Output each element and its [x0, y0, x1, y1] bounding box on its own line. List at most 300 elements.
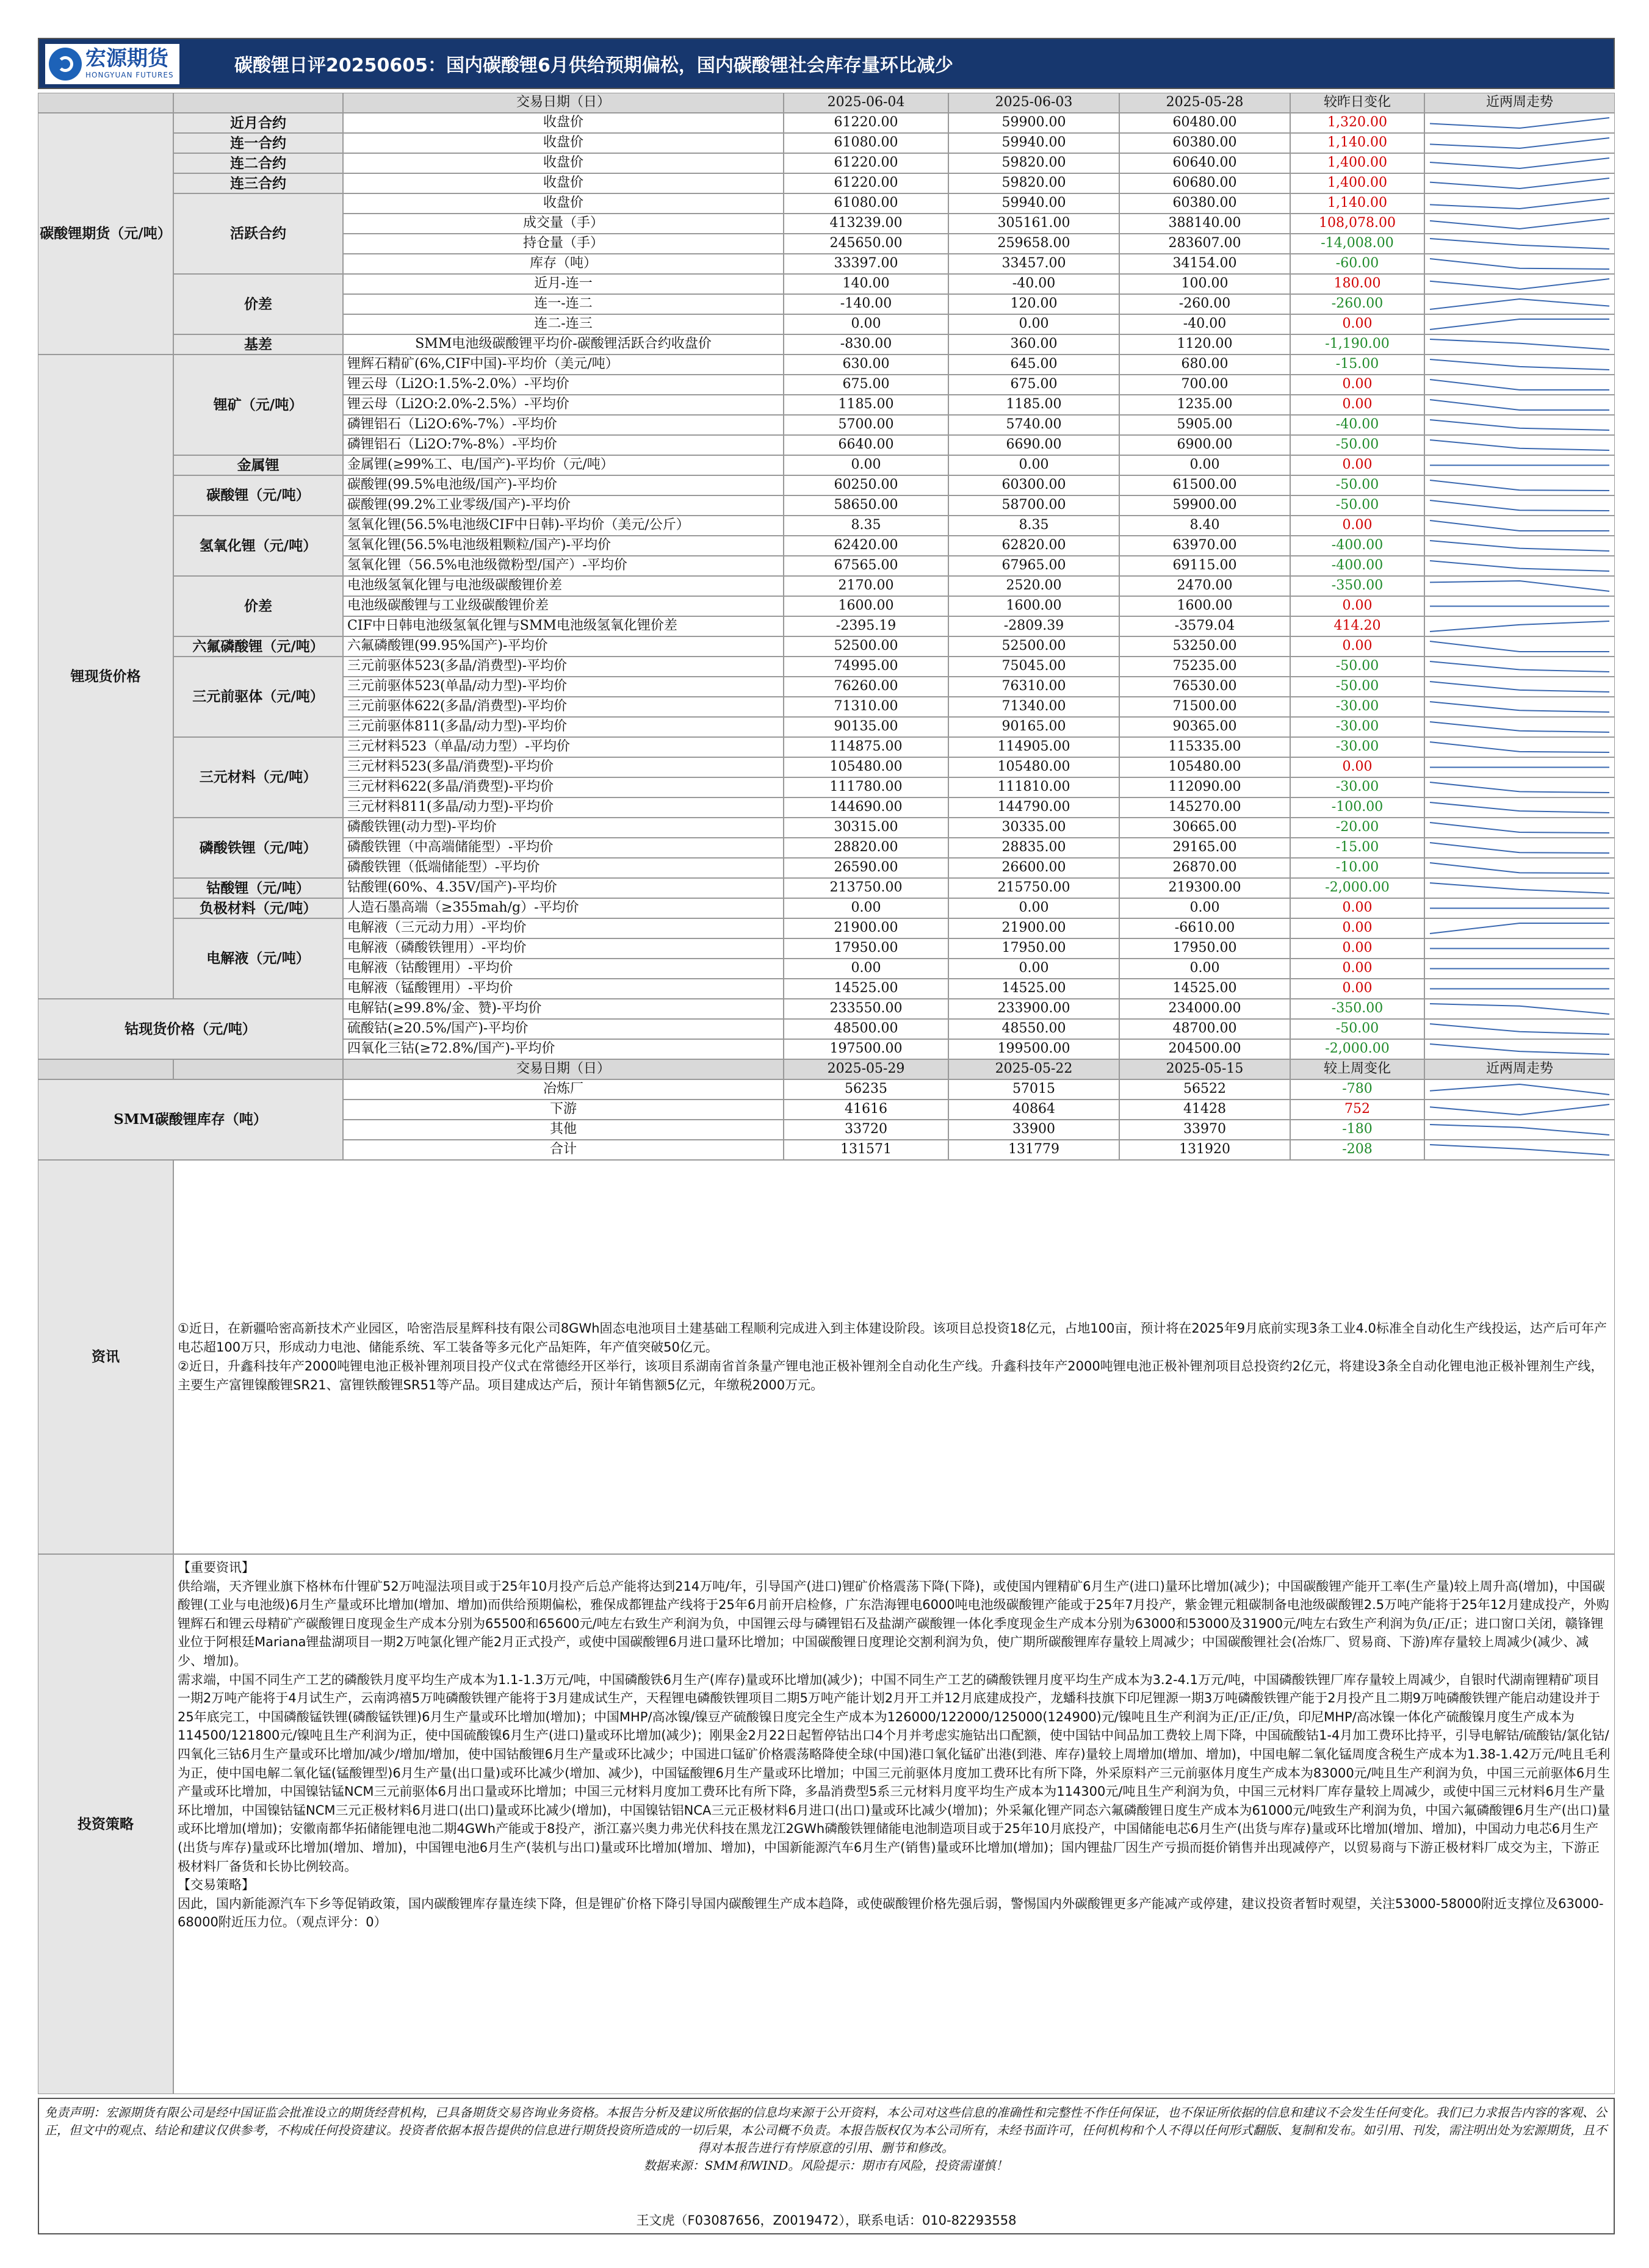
row-value: 30665.00 — [1119, 818, 1290, 838]
row-value: 0.00 — [1119, 898, 1290, 918]
group-label: 六氟磷酸锂（元/吨） — [173, 636, 343, 657]
news-item: ②近日，升鑫科技年产2000吨锂电池正极补锂剂项目投产仪式在常德经开区举行，该项目系湖南省首条量产锂电池正极补锂剂全自动化生产线。升鑫科技年产2000吨锂电池正极补锂剂项目总投资约2亿元，将建设3条全自动化锂电池正极补锂剂生产线，主要生产富锂镍酸锂SR21、富锂铁酸锂SR51等产品。项目建成达产后，预计年销售额5亿元，年缴税2000万元。 — [178, 1359, 1604, 1392]
row-value: 144690.00 — [784, 797, 948, 818]
section-label: 锂现货价格 — [38, 355, 173, 999]
row-label: SMM电池级碳酸锂平均价-碳酸锂活跃合约收盘价 — [343, 334, 784, 355]
price-header-col-5: 近两周走势 — [1424, 93, 1615, 113]
strategy-section-label: 投资策略 — [38, 1554, 173, 2094]
row-value: 60380.00 — [1119, 193, 1290, 214]
trend-line — [1430, 1044, 1609, 1054]
row-label: 三元材料811(多晶/动力型)-平均价 — [343, 797, 784, 818]
trend-sparkline — [1424, 214, 1615, 234]
row-value: 53250.00 — [1119, 636, 1290, 657]
row-label: 六氟磷酸锂(99.95%国产)-平均价 — [343, 636, 784, 657]
trend-line — [1430, 621, 1609, 632]
trend-line — [1430, 883, 1609, 893]
trend-sparkline — [1424, 153, 1615, 173]
row-value: 215750.00 — [948, 878, 1119, 898]
row-value: 60250.00 — [784, 475, 948, 495]
row-value: 105480.00 — [948, 757, 1119, 777]
trend-sparkline — [1424, 616, 1615, 636]
row-value: 6690.00 — [948, 435, 1119, 455]
trend-line — [1430, 1125, 1609, 1135]
inventory-header-col-3: 2025-05-15 — [1119, 1059, 1290, 1079]
row-value: 90135.00 — [784, 717, 948, 737]
row-value: 28835.00 — [948, 838, 1119, 858]
row-value: 700.00 — [1119, 375, 1290, 395]
report-sheet — [38, 38, 1615, 2234]
company-logo — [45, 44, 179, 84]
trend-line — [1430, 1104, 1609, 1115]
trend-sparkline — [1424, 375, 1615, 395]
row-value: 388140.00 — [1119, 214, 1290, 234]
row-change: 0.00 — [1290, 979, 1424, 999]
row-change: 0.00 — [1290, 918, 1424, 938]
row-value: 645.00 — [948, 355, 1119, 375]
row-value: 14525.00 — [784, 979, 948, 999]
trend-line — [1430, 520, 1609, 531]
trend-line — [1430, 138, 1609, 148]
trend-sparkline — [1424, 415, 1615, 435]
group-label: 近月合约 — [173, 113, 343, 133]
trend-sparkline — [1424, 938, 1615, 959]
row-change: 108,078.00 — [1290, 214, 1424, 234]
trend-line — [1430, 118, 1609, 128]
row-value: 67965.00 — [948, 556, 1119, 576]
row-value: 360.00 — [948, 334, 1119, 355]
trend-sparkline — [1424, 455, 1615, 475]
row-value: 14525.00 — [1119, 979, 1290, 999]
inventory-header-col-4: 较上周变化 — [1290, 1059, 1424, 1079]
row-change: 0.00 — [1290, 898, 1424, 918]
price-header-col-3: 2025-05-28 — [1119, 93, 1290, 113]
row-label: 磷锂铝石（Li2O:6%-7%）-平均价 — [343, 415, 784, 435]
group-label: 连一合约 — [173, 133, 343, 153]
trend-sparkline — [1424, 878, 1615, 898]
row-value: 115335.00 — [1119, 737, 1290, 757]
group-label: 碳酸锂（元/吨） — [173, 475, 343, 516]
row-value: -2395.19 — [784, 616, 948, 636]
row-value: 17950.00 — [784, 938, 948, 959]
group-label: 钴酸锂（元/吨） — [173, 878, 343, 898]
row-value: 233550.00 — [784, 999, 948, 1019]
row-value: 62820.00 — [948, 536, 1119, 556]
row-value: 74995.00 — [784, 657, 948, 677]
trend-line — [1430, 823, 1609, 833]
row-value: 100.00 — [1119, 274, 1290, 294]
trend-line — [1430, 380, 1609, 390]
row-value: 76530.00 — [1119, 677, 1290, 697]
row-label: 金属锂(≥99%工、电/国产)-平均价（元/吨） — [343, 455, 784, 475]
row-value: 76310.00 — [948, 677, 1119, 697]
row-label: 三元材料622(多晶/消费型)-平均价 — [343, 777, 784, 797]
row-value: 29165.00 — [1119, 838, 1290, 858]
row-change: -60.00 — [1290, 254, 1424, 274]
trend-sparkline — [1424, 395, 1615, 415]
trend-line — [1430, 641, 1609, 652]
row-label: 电池级氢氧化锂与电池级碳酸锂价差 — [343, 576, 784, 596]
row-value: 675.00 — [948, 375, 1119, 395]
row-value: 52500.00 — [948, 636, 1119, 657]
row-change: -400.00 — [1290, 556, 1424, 576]
row-change: 0.00 — [1290, 596, 1424, 616]
row-value: 30335.00 — [948, 818, 1119, 838]
price-header-blank-2 — [173, 93, 343, 113]
row-change: -50.00 — [1290, 495, 1424, 516]
row-label: 电解液（磷酸铁锂用）-平均价 — [343, 938, 784, 959]
trend-line — [1430, 802, 1609, 813]
row-value: 33457.00 — [948, 254, 1119, 274]
row-value: 5700.00 — [784, 415, 948, 435]
row-change: 0.00 — [1290, 516, 1424, 536]
row-value: 71500.00 — [1119, 697, 1290, 717]
row-value: 48700.00 — [1119, 1019, 1290, 1039]
report-header — [38, 38, 1615, 89]
price-header-col-4: 较昨日变化 — [1290, 93, 1424, 113]
inventory-row-label: 合计 — [343, 1140, 784, 1160]
row-label: 收盘价 — [343, 193, 784, 214]
disclaimer-text: 免责声明：宏源期货有限公司是经中国证监会批准设立的期货经营机构，已具备期货交易咨询业务资格。本报告分析及建议所依据的信息均来源于公开资料，本公司对这些信息的准确性和完整性不作任何保证，也不保证所依据的信息和建议不会发生任何变化。我们已力求报告内容的客观、公正，但文中的观点、结论和建议仅供参考，不构成任何投资建议。投资者依据本报告提供的信息进行期货投资所造成的一切后果，本公司概不负责。本报告版权仅为本公司所有，未经书面许可，任何机构和个人不得以任何形式翻版、复制和发布。如引用、刊发，需注明出处为宏源期货，且不得对本报告进行有悖原意的引用、删节和修改。 — [45, 2105, 1607, 2155]
inventory-header-blank — [38, 1059, 173, 1079]
row-label: 磷酸铁锂（低端储能型）-平均价 — [343, 858, 784, 878]
trend-line — [1430, 178, 1609, 189]
row-value: -3579.04 — [1119, 616, 1290, 636]
row-value: 8.40 — [1119, 516, 1290, 536]
inventory-value: 33900 — [948, 1120, 1119, 1140]
row-label: 三元前驱体622(多晶/消费型)-平均价 — [343, 697, 784, 717]
row-change: -15.00 — [1290, 838, 1424, 858]
row-label: 硫酸钴(≥20.5%/国产)-平均价 — [343, 1019, 784, 1039]
trend-line — [1430, 561, 1609, 571]
row-change: -20.00 — [1290, 818, 1424, 838]
trend-sparkline — [1424, 314, 1615, 334]
trend-sparkline — [1424, 838, 1615, 858]
row-change: 1,140.00 — [1290, 133, 1424, 153]
row-change: -350.00 — [1290, 576, 1424, 596]
row-value: 305161.00 — [948, 214, 1119, 234]
row-label: 收盘价 — [343, 113, 784, 133]
trend-sparkline — [1424, 737, 1615, 757]
row-value: -6610.00 — [1119, 918, 1290, 938]
row-label: 四氧化三钴(≥72.8%/国产)-平均价 — [343, 1039, 784, 1059]
trend-line — [1430, 863, 1609, 873]
row-value: 58650.00 — [784, 495, 948, 516]
price-header-col-1: 2025-06-04 — [784, 93, 948, 113]
inventory-value: 33720 — [784, 1120, 948, 1140]
row-value: 60640.00 — [1119, 153, 1290, 173]
row-label: 三元前驱体811(多晶/动力型)-平均价 — [343, 717, 784, 737]
row-value: 6900.00 — [1119, 435, 1290, 455]
row-value: 0.00 — [948, 898, 1119, 918]
row-change: 0.00 — [1290, 959, 1424, 979]
trend-line — [1430, 1145, 1609, 1155]
trend-line — [1430, 1024, 1609, 1034]
row-value: 28820.00 — [784, 838, 948, 858]
row-value: 34154.00 — [1119, 254, 1290, 274]
price-header-blank — [38, 93, 173, 113]
row-value: 59940.00 — [948, 133, 1119, 153]
row-value: 1185.00 — [948, 395, 1119, 415]
inventory-sparkline — [1424, 1120, 1615, 1140]
row-change: -50.00 — [1290, 677, 1424, 697]
strategy-heading: 【交易策略】 — [178, 1877, 254, 1893]
row-value: 59820.00 — [948, 173, 1119, 193]
row-value: -40.00 — [1119, 314, 1290, 334]
row-value: 114905.00 — [948, 737, 1119, 757]
disclaimer — [43, 2104, 1609, 2175]
row-label: 三元材料523(多晶/消费型)-平均价 — [343, 757, 784, 777]
strategy-heading: 【重要资讯】 — [178, 1560, 254, 1575]
row-label: 磷锂铝石（Li2O:7%-8%）-平均价 — [343, 435, 784, 455]
row-value: 1600.00 — [1119, 596, 1290, 616]
row-value: 61220.00 — [784, 173, 948, 193]
trend-sparkline — [1424, 979, 1615, 999]
section-label: 钴现货价格（元/吨） — [38, 999, 343, 1059]
inventory-value: 40864 — [948, 1100, 1119, 1120]
row-value: 0.00 — [784, 898, 948, 918]
row-value: 90365.00 — [1119, 717, 1290, 737]
trend-line — [1430, 923, 1609, 934]
trend-line — [1430, 299, 1609, 309]
row-label: 三元材料523（单晶/动力型）-平均价 — [343, 737, 784, 757]
trend-line — [1430, 1084, 1609, 1095]
inventory-sparkline — [1424, 1140, 1615, 1160]
row-value: 60380.00 — [1119, 133, 1290, 153]
row-value: 2520.00 — [948, 576, 1119, 596]
inventory-value: 57015 — [948, 1079, 1119, 1100]
trend-line — [1430, 722, 1609, 732]
row-label: 持仓量（手） — [343, 234, 784, 254]
row-value: -260.00 — [1119, 294, 1290, 314]
report-title: 碳酸锂日评20250605：国内碳酸锂6月供给预期偏松，国内碳酸锂社会库存量环比减少 — [234, 55, 953, 76]
row-value: 105480.00 — [1119, 757, 1290, 777]
row-value: 71340.00 — [948, 697, 1119, 717]
trend-line — [1430, 581, 1609, 591]
row-value: 69115.00 — [1119, 556, 1290, 576]
row-value: 21900.00 — [784, 918, 948, 938]
row-label: 钴酸锂(60%、4.35V/国产)-平均价 — [343, 878, 784, 898]
trend-line — [1430, 702, 1609, 712]
trend-sparkline — [1424, 254, 1615, 274]
inventory-value: 41428 — [1119, 1100, 1290, 1120]
trend-line — [1430, 500, 1609, 511]
row-value: 60300.00 — [948, 475, 1119, 495]
group-label: 氢氧化锂（元/吨） — [173, 516, 343, 576]
row-value: -40.00 — [948, 274, 1119, 294]
row-value: 8.35 — [948, 516, 1119, 536]
inventory-value: 131571 — [784, 1140, 948, 1160]
row-change: -1,190.00 — [1290, 334, 1424, 355]
inventory-header-label: 交易日期（日） — [343, 1059, 784, 1079]
row-value: 48550.00 — [948, 1019, 1119, 1039]
trend-line — [1430, 843, 1609, 853]
row-label: 锂云母（Li2O:1.5%-2.0%）-平均价 — [343, 375, 784, 395]
trend-line — [1430, 682, 1609, 692]
row-change: 0.00 — [1290, 375, 1424, 395]
trend-line — [1430, 279, 1609, 289]
trend-sparkline — [1424, 596, 1615, 616]
row-change: -100.00 — [1290, 797, 1424, 818]
row-value: 59940.00 — [948, 193, 1119, 214]
trend-line — [1430, 782, 1609, 793]
row-label: 锂辉石精矿(6%,CIF中国)-平均价（美元/吨） — [343, 355, 784, 375]
row-value: 67565.00 — [784, 556, 948, 576]
inventory-value: 56522 — [1119, 1079, 1290, 1100]
row-value: 197500.00 — [784, 1039, 948, 1059]
group-label: 电解液（元/吨） — [173, 918, 343, 999]
row-change: 0.00 — [1290, 314, 1424, 334]
row-change: -10.00 — [1290, 858, 1424, 878]
inventory-header-col-2: 2025-05-22 — [948, 1059, 1119, 1079]
trend-sparkline — [1424, 777, 1615, 797]
trend-sparkline — [1424, 576, 1615, 596]
row-value: 1600.00 — [948, 596, 1119, 616]
row-change: -50.00 — [1290, 657, 1424, 677]
row-value: 213750.00 — [784, 878, 948, 898]
trend-sparkline — [1424, 495, 1615, 516]
row-value: 59900.00 — [948, 113, 1119, 133]
row-value: 71310.00 — [784, 697, 948, 717]
row-change: 0.00 — [1290, 395, 1424, 415]
trend-line — [1430, 359, 1609, 370]
row-value: 105480.00 — [784, 757, 948, 777]
row-value: 5905.00 — [1119, 415, 1290, 435]
row-value: -830.00 — [784, 334, 948, 355]
trend-sparkline — [1424, 173, 1615, 193]
trend-line — [1430, 319, 1609, 329]
row-change: 1,400.00 — [1290, 173, 1424, 193]
row-value: 61080.00 — [784, 193, 948, 214]
news-item: ①近日，在新疆哈密高新技术产业园区，哈密浩辰星辉科技有限公司8GWh固态电池项目土建基础工程顺利完成进入到主体建设阶段。该项目总投资18亿元，占地100亩，预计将在2025年9月底前实现3条工业4.0标准全自动化生产线投运，达产后可年产电芯超100万只，形成动力电池、储能系统、军工装备等多元化产品矩阵，年产值突破50亿元。 — [178, 1321, 1607, 1355]
row-label: 锂云母（Li2O:2.0%-2.5%）-平均价 — [343, 395, 784, 415]
trend-sparkline — [1424, 959, 1615, 979]
row-change: 180.00 — [1290, 274, 1424, 294]
inventory-header-col-5: 近两周走势 — [1424, 1059, 1615, 1079]
row-value: 2470.00 — [1119, 576, 1290, 596]
trend-line — [1430, 420, 1609, 430]
trend-sparkline — [1424, 918, 1615, 938]
row-value: 0.00 — [1119, 959, 1290, 979]
row-value: 1600.00 — [784, 596, 948, 616]
row-label: 电池级碳酸锂与工业级碳酸锂价差 — [343, 596, 784, 616]
group-label: 价差 — [173, 274, 343, 334]
inventory-value: 33970 — [1119, 1120, 1290, 1140]
group-label: 价差 — [173, 576, 343, 636]
trend-sparkline — [1424, 193, 1615, 214]
row-value: 111810.00 — [948, 777, 1119, 797]
row-value: 259658.00 — [948, 234, 1119, 254]
data-grid — [38, 93, 1615, 2094]
logo-mark-icon — [49, 48, 82, 81]
row-value: 675.00 — [784, 375, 948, 395]
row-change: 414.20 — [1290, 616, 1424, 636]
price-header-label: 交易日期（日） — [343, 93, 784, 113]
row-value: 14525.00 — [948, 979, 1119, 999]
row-label: 电解液（锰酸锂用）-平均价 — [343, 979, 784, 999]
row-value: 63970.00 — [1119, 536, 1290, 556]
row-label: 氢氧化锂(56.5%电池级粗颗粒/国产)-平均价 — [343, 536, 784, 556]
row-value: 76260.00 — [784, 677, 948, 697]
news-body — [173, 1160, 1615, 1554]
row-value: 5740.00 — [948, 415, 1119, 435]
row-change: 0.00 — [1290, 938, 1424, 959]
group-label: 基差 — [173, 334, 343, 355]
news-section-label: 资讯 — [38, 1160, 173, 1554]
trend-sparkline — [1424, 113, 1615, 133]
row-label: 连二-连三 — [343, 314, 784, 334]
row-label: 电解液（钴酸锂用）-平均价 — [343, 959, 784, 979]
row-change: -260.00 — [1290, 294, 1424, 314]
row-value: 1185.00 — [784, 395, 948, 415]
row-value: 145270.00 — [1119, 797, 1290, 818]
trend-sparkline — [1424, 516, 1615, 536]
trend-sparkline — [1424, 757, 1615, 777]
inventory-value: 131920 — [1119, 1140, 1290, 1160]
row-change: -50.00 — [1290, 1019, 1424, 1039]
row-label: 碳酸锂(99.5%电池级/国产)-平均价 — [343, 475, 784, 495]
logo-name-en: HONGYUAN FUTURES — [85, 71, 174, 79]
trend-line — [1430, 661, 1609, 672]
row-value: -2809.39 — [948, 616, 1119, 636]
trend-line — [1430, 259, 1609, 269]
row-value: 61220.00 — [784, 113, 948, 133]
trend-line — [1430, 480, 1609, 491]
trend-sparkline — [1424, 1019, 1615, 1039]
trend-sparkline — [1424, 818, 1615, 838]
trend-sparkline — [1424, 294, 1615, 314]
inventory-row-label: 冶炼厂 — [343, 1079, 784, 1100]
row-label: 库存（吨） — [343, 254, 784, 274]
group-label: 活跃合约 — [173, 193, 343, 274]
row-value: 60480.00 — [1119, 113, 1290, 133]
trend-line — [1430, 158, 1609, 168]
trend-sparkline — [1424, 636, 1615, 657]
row-change: 0.00 — [1290, 757, 1424, 777]
row-value: 0.00 — [784, 959, 948, 979]
row-value: 114875.00 — [784, 737, 948, 757]
row-change: -50.00 — [1290, 435, 1424, 455]
row-label: 三元前驱体523(多晶/消费型)-平均价 — [343, 657, 784, 677]
trend-line — [1430, 239, 1609, 249]
trend-sparkline — [1424, 797, 1615, 818]
inventory-change: -780 — [1290, 1079, 1424, 1100]
row-change: -350.00 — [1290, 999, 1424, 1019]
row-value: 1235.00 — [1119, 395, 1290, 415]
trend-sparkline — [1424, 677, 1615, 697]
trend-line — [1430, 218, 1609, 229]
row-value: 140.00 — [784, 274, 948, 294]
trend-line — [1430, 541, 1609, 551]
row-value: 680.00 — [1119, 355, 1290, 375]
row-change: 1,400.00 — [1290, 153, 1424, 173]
row-value: 26600.00 — [948, 858, 1119, 878]
row-value: 0.00 — [784, 455, 948, 475]
trend-sparkline — [1424, 355, 1615, 375]
strategy-paragraph: 因此，国内新能源汽车下乡等促销政策，国内碳酸锂库存量连续下降，但是锂矿价格下降引导国内碳酸锂生产成本趋降，或使碳酸锂价格先强后弱，警惕国内外碳酸锂更多产能减产或停建，建议投资者暂时观望，关注53000-58000附近支撑位及63000-68000附近压力位。（观点评分：0） — [178, 1896, 1604, 1930]
trend-sparkline — [1424, 697, 1615, 717]
inventory-header-col-1: 2025-05-29 — [784, 1059, 948, 1079]
row-value: 75045.00 — [948, 657, 1119, 677]
row-value: 630.00 — [784, 355, 948, 375]
row-value: 60680.00 — [1119, 173, 1290, 193]
row-label: 成交量（手） — [343, 214, 784, 234]
trend-line — [1430, 440, 1609, 450]
row-value: 17950.00 — [948, 938, 1119, 959]
trend-sparkline — [1424, 475, 1615, 495]
inventory-value: 56235 — [784, 1079, 948, 1100]
trend-sparkline — [1424, 435, 1615, 455]
row-change: -30.00 — [1290, 697, 1424, 717]
